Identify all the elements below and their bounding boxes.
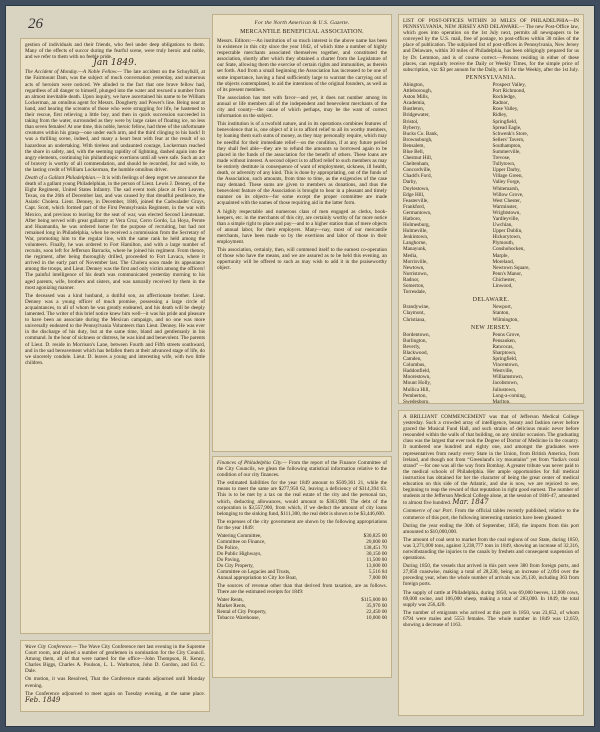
- state-heading-nj: NEW JERSEY.: [470, 324, 512, 331]
- page-number: 26: [28, 16, 43, 32]
- table-row: Do Police, 138,451 70: [217, 545, 387, 552]
- list-item: Blackwood,: [403, 349, 428, 356]
- commencement-title: A BRILLIANT COMMENCEMENT: [403, 414, 486, 420]
- list-item: Attleborough,: [403, 88, 432, 95]
- list-item: Moorestown,: [403, 374, 431, 381]
- table-row: Committee on Legacies and Trusts, 5,516 84: [217, 569, 387, 576]
- list-item: Marlton,: [492, 398, 511, 404]
- pa-post-office-list: [403, 82, 579, 295]
- list-item: Camden,: [403, 356, 422, 363]
- list-item: Frankford,: [403, 203, 426, 210]
- conference-resolve: On motion, it was Resolved, That the Conference stands adjourned until Monday evening.: [25, 676, 205, 689]
- list-item: Springfield,: [492, 118, 518, 125]
- list-item: Radnor,: [403, 276, 420, 283]
- clipping-mercantile-association: [212, 14, 392, 452]
- list-item: Mount Holly,: [403, 380, 431, 387]
- finances-intro: Finances of Philadelphia City.— From the report of the Finance Committee of the City Councils, we glean the following statistical information relative to the condition of our city finances.: [217, 460, 387, 479]
- conference-article: [25, 644, 205, 674]
- list-item: Sharptown,: [492, 349, 517, 356]
- list-item: Linwood,: [492, 283, 513, 290]
- list-item: Westville,: [492, 368, 514, 375]
- commerce-paragraph-6: The number of emigrants who arrived at this port in 1850, was 23,652, of whom 6794 were males and 5553 females. The whole number in 1849 was 12,659, showing a decrease of 1163.: [403, 609, 579, 628]
- list-item: Long-a-coming,: [492, 392, 527, 399]
- finances-revenue-intro: The sources of revenue other than that derived from taxation, are as follows. There are the estimated receipts for 1849:: [217, 583, 387, 596]
- list-item: Haddonfield,: [403, 368, 431, 375]
- accident-article: [25, 69, 205, 173]
- list-item: Spread Eagle,: [492, 124, 522, 131]
- list-item: Port Richmond,: [492, 88, 526, 95]
- list-item: Byberry,: [403, 124, 421, 131]
- list-item: Hulmeville,: [403, 228, 428, 235]
- list-item: Trevose,: [492, 155, 511, 162]
- list-item: Southampton,: [492, 142, 522, 149]
- accident-text: The late accident on the Schuylkill, at the Fairmount Dam, was the subject of much conversation yesterday, and numerous acts of heroism were noticed. We alluded to the fact that one brave fellow had, regardless of all danger to himself, plunged into the water and rescued a number from an almost inevitable death. Upon inquiry, we have ascertained his name to be William Lockerman, an omnibus agent for Messrs. Dougherty and Power's line. Being near at hand, and hearing the screams of those who were struggling for life, he hastened to their rescue, first relieving a little boy, and then in quick succession succeeded in taking from the water, surrounded as they were by large cakes of floating ice, no less than seven females! At one time, this noble, heroic fellow, had three of the unfortunate creatures within his grasp—one under each arm, and the third clinging to his back! It was a thrilling scene, indeed, and many a heart beat with fear at the result of so hazardous an undertaking. With tireless and undaunted courage, Lockerman reached the shore in safety, and, with the seeming rapidity of lightning, dashed again into the angry elements, continuing his philanthropic exertions until all were safe. Such an act of bravery is worthy of all commendation, and should be recorded, for and wide, to the lasting credit of William Lockerman, the humble omnibus driver.: [25, 69, 206, 173]
- lead-paragraph: gestion of individuals and their friends, who feel under deep obligations to them. Many of the effects of succor during the fearful scene, were truly heroic and noble, and we refer to them with no feeble pride.: [25, 42, 205, 61]
- list-item: Summerville,: [492, 148, 521, 155]
- list-item: Valley Forge,: [492, 179, 521, 186]
- commerce-paragraph-5: The supply of cattle at Philadelphia, during 1850, was 69,000 beeves, 12,000 cows, 69,000 swine, and 106,000 sheep, making a total of 283,000. In 1849, the total supply was 256,420.: [403, 589, 579, 608]
- death-article: [25, 175, 205, 291]
- table-row: Water Rents, $115,000 00: [217, 597, 387, 604]
- table-row: Do Public Highways, 30,150 00: [217, 551, 387, 558]
- list-item: Penns Grove,: [492, 331, 521, 338]
- list-item: Pensauken,: [492, 337, 516, 344]
- list-item: Media,: [403, 252, 418, 259]
- list-item: Cheltenham,: [403, 161, 430, 168]
- table-row: Watering Committee, $30,825 00: [217, 533, 387, 540]
- list-item: Stanton,: [492, 310, 510, 317]
- list-item: Newport,: [492, 304, 512, 311]
- clipping-post-offices: [398, 14, 584, 404]
- state-heading-pa: PENNSYLVANIA.: [465, 74, 517, 81]
- list-item: Darby,: [403, 179, 417, 186]
- list-item: Swedesboro,: [403, 398, 430, 404]
- paragraph-4: A highly respectable and numerous class of men engaged as clerks, book-keepers, etc. in the merchants of this city, are certainly worthy of far more notice than a simple right to place and pay—and to a higher station than of mere objects of annual labor, for their employers. Many—nay, most of our mercantile merchants, have been made so by the exertions and labor of those in their employment.: [217, 208, 387, 245]
- nj-list-right: [493, 332, 580, 404]
- de-list-left: [403, 304, 490, 322]
- list-item: Holmesburg,: [403, 222, 430, 229]
- list-item: Wilmington,: [492, 316, 519, 323]
- list-item: Bristol,: [403, 118, 419, 125]
- post-office-intro: LIST OF POST-OFFICES WITHIN 30 MILES OF PHILADELPHIA—IN PENNSYLVANIA, NEW JERSEY AND DELAWARE.— The new Post-Office law, which goes into operation on the 1st July next, permits all newspapers to be conveyed by the U.S. mail, free of postage, to post-offices within 30 miles of the place of publication. The subjoined list of post-offices in Pennsylvania, New Jersey and Delaware, within 30 miles of Philadelphia, has been obligingly prepared for us by Dr. Lemmon, and is of course correct.—Persons residing in either of these places, can regularly receive the Daily or Weekly Times, for the simple price of subscription, viz: $3 per annum for the Daily, or $1 for the Weekly, after the 1st July.: [403, 18, 579, 73]
- list-item: Brandywine,: [403, 304, 430, 311]
- list-item: Feasterville,: [403, 197, 429, 204]
- accident-title: The Accident of Monday.—A Noble Fellow.—: [25, 69, 122, 76]
- list-item: Doylestown,: [403, 185, 430, 192]
- list-item: Langhorne,: [403, 240, 427, 247]
- table-row: Do Paving, 11,500 00: [217, 557, 387, 564]
- list-item: Jenkintown,: [403, 234, 429, 241]
- commerce-title: Commerce of our Port.: [403, 508, 453, 515]
- list-item: Newtown,: [403, 264, 425, 271]
- list-item: Schwenk's Store,: [492, 130, 529, 137]
- list-item: Rockledge,: [492, 94, 516, 101]
- list-item: Germantown,: [403, 209, 432, 216]
- list-item: Penn's Manor,: [492, 270, 523, 277]
- list-item: West Chester,: [492, 197, 521, 204]
- list-item: Rose Valley,: [492, 106, 519, 113]
- list-item: Radnor,: [492, 100, 509, 107]
- state-heading-de: DELAWARE.: [472, 297, 510, 304]
- list-item: Brownsburgh,: [403, 136, 433, 143]
- de-post-office-list: [403, 304, 579, 322]
- list-item: Springfield,: [492, 356, 518, 363]
- list-item: Prospect Valley,: [492, 81, 526, 88]
- list-item: Concordville,: [403, 167, 432, 174]
- pa-list-left: [403, 82, 490, 295]
- article-heading: For the North American & U.S. Gazette.: [254, 20, 350, 26]
- list-item: Plymouth,: [492, 240, 514, 247]
- table-row: Annual appropriation to City Ice Boat, 7,000 00: [217, 575, 387, 582]
- de-list-right: [493, 304, 580, 322]
- handwritten-date-3: Mar. 1847: [452, 498, 489, 507]
- clipping-commencement-and-commerce: [398, 410, 584, 716]
- handwritten-date: Jan 1849.: [93, 58, 137, 69]
- table-row: Committee on Finance, 20,000 00: [217, 539, 387, 546]
- list-item: Hickorytown,: [492, 234, 522, 241]
- list-item: Claymont,: [403, 310, 425, 317]
- table-row: Rental of City Property, 22,450 00: [217, 609, 387, 616]
- list-item: Moreland,: [492, 258, 514, 265]
- commencement-article: A BRILLIANT COMMENCEMENT was that of Jefferson Medical College yesterday. Such a crowded array of intelligence, beauty and fashion never before graced the Musical Fund Hall, and such strains of delicious music never before resounded within the walls of that building, on any similar occasion. The graduating class was the largest that ever took the Degree of Doctor of Medicine in the country. It numbered one hundred and eighty one, and amongst the graduates were representatives from nearly every State in the Union, from British America, from Ireland, and though not from “Greenland's icy mountains” yet from “India's coral strand” —for one was all the way from Bombay. A greater tribute was never paid to the medical schools of Philadelphia. Her ample opportunities for full medical instruction has obtained for her the character of being the great center of medical education on this side of the Atlantic, and she is now, we are rejoiced to see, beginning to reap the reward of that reputation in right good earnest. The number of students at the Jefferson Medical College alone, at the session of 1846-47, amounted to almost five hundred. Mar. 1847: [403, 414, 580, 507]
- clipping-city-finances: [212, 456, 392, 678]
- list-item: Newtown Square,: [492, 264, 530, 271]
- list-item: Willow Grove,: [492, 191, 524, 198]
- list-item: Christiana,: [403, 316, 426, 323]
- revenue-table: [217, 597, 387, 621]
- commerce-paragraph-3: The amount of coal sent to market from the coal regions of our State, during 1850, was 3,271,000 tons, against 3,238,777 tons in 1849, showing an increase of 32,316, notwithstanding the injuries to the canals by freshets and consequent suspension of operations.: [403, 536, 579, 562]
- death-text: It is with feelings of deep regret we announce the death of a gallant young Philadelphian, in the person of Lieut. Lewis J. Denney, of the Eight Regiment, United States Infantry. The sad event took place at Fort Leaven, Texas, on the 26th of December last, and was caused by that dreadful pestilence, the Asiatic Cholera. Lieut. Denney, in December, 1846, joined the Cadwalader Grays, Capt. Scott, which formed part of the First Pennsylvania Regiment, in the war with Mexico, and previous to leaving for the seat of war, was elected Second Lieutenant. After being served with great gallantry at Vera Cruz, Cerro Gordo, La Hoya, Perote and Huamantla, he was ordered home for the purpose of recruiting, but had not remained long in Philadelphia, when he received a commission from the Secretary of War, promoting him to the regular line, with the same rank he held among the volunteers. Finally, he was ordered to Fort Hamilton, and with a large number of recruits, soon left for Jefferson Barracks, where he joined his regiment. From thence, the regiment, after being thoroughly drilled, proceeded to Fort Lavaca, where it arrived in the early part of November last. The Cholera soon made its appearance among the troops, and Lieut. Denney was the first and only victim among the officers! The painful intelligence of his death was communicated yesterday morning to his aged parents, wife, brothers and sisters, and was naturally received by them in the most agonizing manner.: [25, 174, 205, 291]
- expenses-table: [217, 533, 387, 581]
- list-item: Sellers' Tavern,: [492, 136, 525, 143]
- list-item: Whitemarsh,: [492, 185, 520, 192]
- list-item: Rancocas,: [492, 343, 514, 350]
- nj-post-office-list: [403, 332, 579, 404]
- conference-title: Wave City Conference.—: [25, 644, 78, 650]
- article-title: MERCANTILE BENEFICIAL ASSOCIATION.: [240, 29, 364, 35]
- table-row: Tobacco Warehouse, 10,000 00: [217, 615, 387, 622]
- list-item: Columbus,: [403, 362, 426, 369]
- list-item: Somerton,: [403, 283, 425, 290]
- list-item: Burlington,: [403, 337, 427, 344]
- list-item: Village Green,: [492, 173, 523, 180]
- list-item: Wrightstown,: [492, 209, 521, 216]
- list-item: Manayunk,: [403, 246, 427, 253]
- finances-liabilities: The estimated liabilities for the year 1849 amount to $509,361 21, while the means to meet the same are $277,950 62, leaving a deficiency of $314,394 63. This is to be met by a tax on the real estate of the city and the personal tax, which, deducting allowances, would amount to $303,908. The debt of the corporation is $3,557,900, from which, if we deduct the amount of city loans belonging to the sinking fund, $111,300, the real debt is shown to be $3,446,600.: [217, 480, 387, 517]
- table-row: Market Rents, 35,970 00: [217, 603, 387, 610]
- list-item: Norristown,: [403, 270, 428, 277]
- clipping-wave-city-conference: [20, 640, 210, 712]
- list-item: Bordentown,: [403, 331, 430, 338]
- pa-list-right: [493, 82, 580, 295]
- list-item: Academia,: [403, 100, 426, 107]
- list-item: Bustleton,: [403, 106, 425, 113]
- list-item: Yardleyville,: [492, 216, 520, 222]
- list-item: Vincentown,: [492, 362, 519, 369]
- list-item: Marple,: [492, 252, 509, 259]
- table-row: Do City Property, 13,600 00: [217, 563, 387, 570]
- list-item: Chestnut Hill,: [403, 155, 433, 162]
- list-item: Bensalem,: [403, 142, 425, 149]
- nj-list-left: [403, 332, 490, 404]
- scrapbook-page: [6, 6, 594, 726]
- finances-expenses-intro: The expenses of the city government are shown by the following appropriations for the year 1849:: [217, 518, 387, 531]
- list-item: Tullytown,: [492, 161, 516, 168]
- clipping-accident-and-death: [20, 38, 210, 634]
- list-item: Bucks Co. Bank,: [403, 130, 439, 137]
- list-item: Bridgewater,: [403, 112, 430, 119]
- list-item: Edge Hill,: [403, 191, 425, 198]
- list-item: Warminster,: [492, 203, 518, 210]
- list-item: Beverly,: [403, 343, 421, 350]
- list-item: Abington,: [403, 81, 424, 88]
- list-item: Ridley,: [492, 112, 508, 119]
- conference-text: The Wave City Conference met last evening in the Supreme Court room, and placed a number of gentlemen in nomination for the City Council. Among them, all of that were named for the office—John Thompson, R. Kenny, Charles Biggs, Charles A. Poulson, L. L. Warburton, John D. Gordon, and Ed. C. Dale.: [25, 644, 205, 675]
- list-item: Chichester,: [492, 276, 516, 283]
- handwritten-date-2: Feb. 1849: [25, 695, 61, 704]
- paragraph-2: The association has met with favor—and yet, it does not number among its annual or life members all of the independent and benevolent merchants of the city and county—the cause of which perhaps, may be the want of correct information on the subject.: [217, 94, 387, 120]
- paragraph-1: Messrs. Editors:—An institution of so much interest is the above name has been in existence in this city since the year 1842, of which time a number of highly respectable merchants associated themselves together, and constituted the association, shortly after which they obtained a charter from the Legislature of our State, allowing them the exercise of certain rights and immunities, as therein set forth. And from a small beginning the Association has increased to be one of some importance, having a fund sufficiently large to warrant the carrying out of the objects contemplated, to aid the intentions of the original founders, as well as of its present members.: [217, 38, 387, 93]
- post-office-title: LIST OF POST-OFFICES WITHIN 30 MILES OF PHILADELPHIA—IN PENNSYLVANIA, NEW JERSEY AND DELAWARE.—: [403, 18, 579, 31]
- list-item: Juliustown,: [492, 386, 517, 393]
- list-item: Mullica Hill,: [403, 386, 430, 393]
- finances-title: Finances of Philadelphia City.—: [217, 460, 287, 466]
- paragraph-3: This institution is of a twofold nature, and in its operations combines features of benevolence that is, one object of it is to afford relief to all its worthy members, by loaning them such sums of money, as they may personally require, which may be needful for their immediate relief—on the condition, if at any future period they shall feel able—they are to refund the amounts so borrowed again to be placed in the funds of the association for the benefit of others. These loans are made without interest. A second object is to afford relief to such members as may be entirely destitute in consequence of want of employment, sickness, ill health, death, or adversity of any kind. This is done by appropriating, out of the funds of the Association, such amounts, from time to time, as the exigencies of the case may demand. These sums are given to members as donations, and thus the benevolent feature of the Association is brought to bear in a pleasant and timely manner on its objects—for some except the proper committee are made acquainted with the names of those requiring aid in the latter form.: [217, 121, 387, 207]
- list-item: Chadd's Ford,: [403, 173, 432, 180]
- list-item: Williamstown,: [492, 374, 523, 381]
- commerce-paragraph-2: During the year ending the 30th of September, 1850, the imports from this port amounted to $10,000,000.: [403, 522, 579, 535]
- list-item: Aston Mills,: [403, 94, 429, 101]
- list-item: Jacobstown,: [492, 380, 519, 387]
- deceased-paragraph: The deceased was a kind husband, a dutiful son, an affectionate brother. Lieut. Denney was a young officer of much promise, possessing a large circle of acquaintances, to all of whom he was greatly endeared, and his death will be deeply lamented. The writer of this brief notice knew him well—it was his pride and pleasure to have been an associate during the Mexican campaign, and no one was more universally endeared to the Pennsylvania Volunteers than Lieut. Denney. He was ever in the discharge of his duty, but at the same time, bland and gentlemanly in his command. In the hour of sickness or distress, he was kind and benevolent. The parents of Lieut. D. reside in Morrison's Lane, between Fourth and Fifth streets southward, and in the sad bereavement which has befallen them at their advanced stage of life, do we sincerely condole. Lieut. D. leaves a young and interesting wife, with two little children.: [25, 292, 205, 366]
- list-item: Conshohocken,: [492, 246, 525, 253]
- list-item: Upper Dublin,: [492, 228, 523, 235]
- conference-closing: The Conference adjourned to meet again on Tuesday evening, at the same place. Feb. 1849: [25, 690, 205, 704]
- list-item: Uwchlan,: [492, 222, 513, 229]
- list-item: Morrisville,: [403, 258, 428, 265]
- list-item: Upper Darby,: [492, 167, 521, 174]
- paragraph-5: This association, certainly, then, will commend itself to the earnest co-operation of those who have the means, and we are assured as to be held this evening, an opportunity will be offered to such as may wish to add it in the praiseworthy object.: [217, 247, 387, 272]
- list-item: Blue Bell,: [403, 148, 425, 155]
- list-item: Pemberton,: [403, 392, 427, 399]
- death-title: Death of a Gallant Philadelphian.—: [25, 174, 101, 181]
- list-item: Torresdale,: [403, 289, 427, 296]
- commerce-article: Commerce of our Port. From the official tables recently published, relative to the commerce of this port, the following interesting statistics have been gleaned:: [403, 508, 580, 521]
- commerce-paragraph-4: During 1850, the vessels that arrived in this port were 380 from foreign ports, and 27,850 coastwise, making a total of 28,230, being an increase of 2,094 over the preceding year, when the whole number of arrivals was 26,130, including 363 from foreign ports.: [403, 563, 579, 588]
- list-item: Hatboro,: [403, 216, 422, 222]
